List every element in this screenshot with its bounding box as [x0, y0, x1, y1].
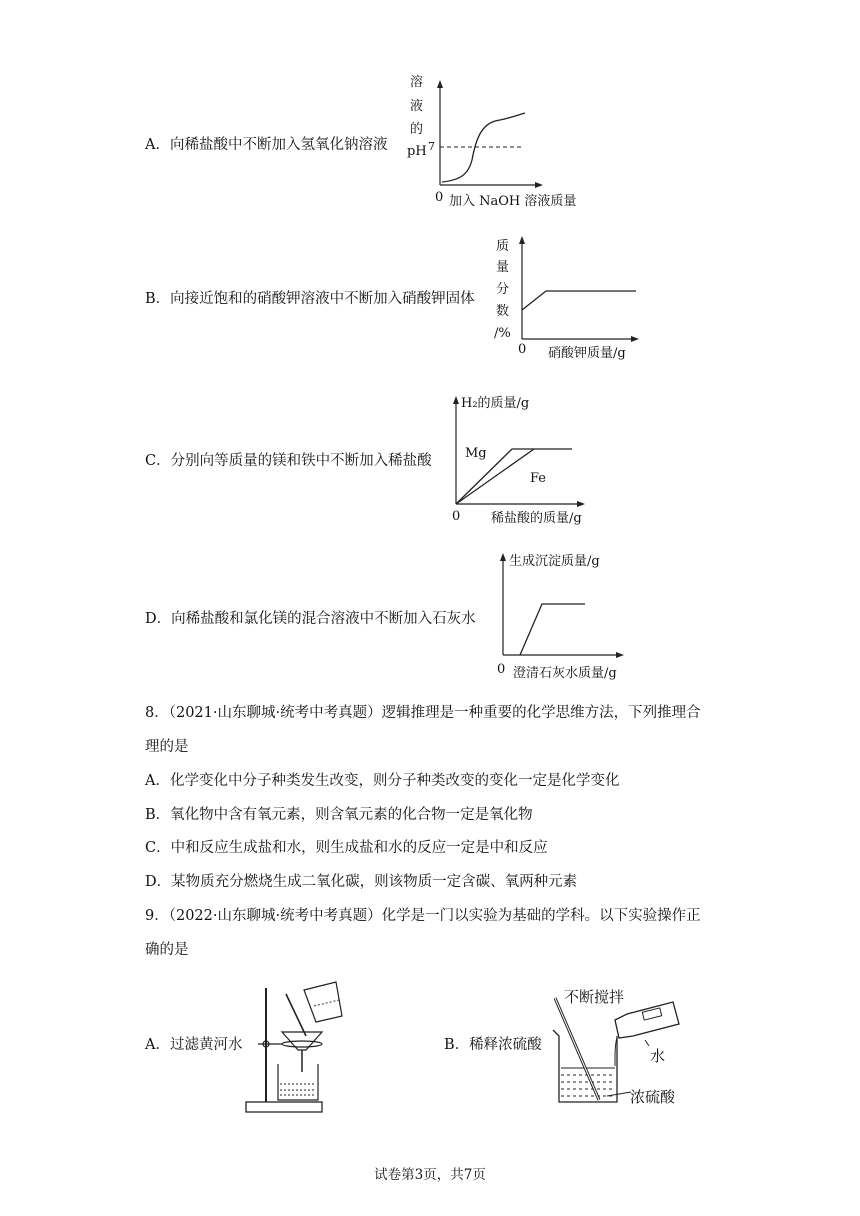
- chart-c-x-arrow: [577, 501, 585, 507]
- q8-stem-line2: 理的是: [145, 739, 189, 755]
- q7-option-c: C．分别向等质量的镁和铁中不断加入稀盐酸: [145, 453, 432, 469]
- chart-b-plot: [512, 232, 652, 342]
- chart-c-fe-line: [456, 449, 534, 504]
- pouring-beaker: [304, 982, 342, 1022]
- q8-option-c: C．中和反应生成盐和水，则生成盐和水的反应一定是中和反应: [145, 840, 548, 856]
- chart-a-ylabel-ph: pH: [407, 144, 427, 159]
- chart-c-series-mg: Mg: [465, 446, 487, 461]
- pouring-liquid: [314, 1000, 339, 1006]
- q9-b-water-label: 水: [650, 1047, 666, 1065]
- chart-b-origin: 0: [518, 342, 527, 357]
- chart-c-ylabel: H₂的质量/g: [461, 396, 530, 411]
- page-footer: 试卷第3页，共7页: [374, 1167, 486, 1183]
- chart-b-ylabel-4: 数: [496, 304, 510, 319]
- q9-stem-line1: 9．（2022·山东聊城·统考中考真题）化学是一门以实验为基础的学科。以下实验操作正: [145, 908, 701, 924]
- chart-b-curve: [522, 291, 636, 310]
- chart-c-y-arrow: [453, 396, 459, 404]
- chart-c-mg-line: [456, 449, 572, 504]
- chart-d-y-arrow: [500, 553, 506, 561]
- chart-b-ylabel-2: 量: [496, 260, 510, 275]
- chart-a-tick-7: 7: [428, 140, 435, 153]
- chart-a-origin: 0: [435, 190, 444, 205]
- chart-b-x-arrow: [631, 336, 639, 342]
- chart-b-xlabel: 硝酸钾质量/g: [548, 346, 626, 361]
- filter-ring: [282, 1041, 322, 1047]
- chart-d-origin: 0: [497, 662, 506, 677]
- chart-c-xlabel: 稀盐酸的质量/g: [491, 511, 582, 526]
- q9-option-a: A．过滤黄河水: [145, 1037, 243, 1053]
- filtration-apparatus-image: [244, 976, 354, 1116]
- q8-option-d: D．某物质充分燃烧生成二氧化碳，则该物质一定含碳、氧两种元素: [145, 874, 578, 890]
- reagent-bottle: [615, 1002, 679, 1038]
- chart-a-ylabel-3: 的: [410, 122, 424, 137]
- q7-option-a: A．向稀盐酸中不断加入氢氧化钠溶液: [145, 137, 388, 153]
- dilution-apparatus-image: [545, 980, 685, 1110]
- q9-option-b: B．稀释浓硫酸: [444, 1037, 542, 1053]
- q7-option-d: D．向稀盐酸和氯化镁的混合溶液中不断加入石灰水: [145, 611, 476, 627]
- q9-stem-line2: 确的是: [145, 942, 189, 958]
- q9-b-stir-label: 不断搅拌: [564, 988, 625, 1006]
- chart-a-plot: [430, 80, 570, 200]
- stand-base: [246, 1102, 322, 1112]
- chart-a-xlabel: 加入 NaOH 溶液质量: [449, 194, 577, 209]
- chart-b-y-arrow: [519, 236, 525, 244]
- chart-d-xlabel: 澄清石灰水质量/g: [513, 666, 617, 681]
- chart-d-ylabel: 生成沉淀质量/g: [509, 554, 600, 569]
- chart-a-ylabel-1: 溶: [410, 75, 424, 90]
- chart-b-ylabel-5: /%: [494, 326, 511, 341]
- chart-a-x-arrow: [535, 182, 543, 188]
- acid-pointer: [607, 1092, 631, 1096]
- q7-option-b: B．向接近饱和的硝酸钾溶液中不断加入硝酸钾固体: [145, 291, 475, 307]
- glass-rod: [286, 994, 306, 1036]
- chart-b-ylabel-3: 分: [496, 282, 510, 297]
- chart-d-plot: [493, 549, 633, 664]
- chart-c-origin: 0: [452, 509, 461, 524]
- chart-c-plot: [446, 392, 596, 512]
- chart-c-series-fe: Fe: [530, 471, 547, 486]
- q8-stem-line1: 8．（2021·山东聊城·统考中考真题）逻辑推理是一种重要的化学思维方法，下列推理合: [145, 705, 701, 721]
- q8-option-a: A．化学变化中分子种类发生改变，则分子种类改变的变化一定是化学变化: [145, 773, 620, 789]
- chart-b-ylabel-1: 质: [496, 239, 510, 254]
- chart-d-x-arrow: [616, 652, 624, 658]
- chart-a-ylabel-2: 液: [410, 99, 424, 114]
- q9-b-acid-label: 浓硫酸: [630, 1088, 676, 1106]
- chart-d-curve: [520, 604, 585, 655]
- q8-option-b: B．氧化物中含有氧元素，则含氧元素的化合物一定是氧化物: [145, 807, 533, 823]
- water-pointer: [645, 1040, 649, 1046]
- chart-a-y-arrow: [437, 80, 443, 88]
